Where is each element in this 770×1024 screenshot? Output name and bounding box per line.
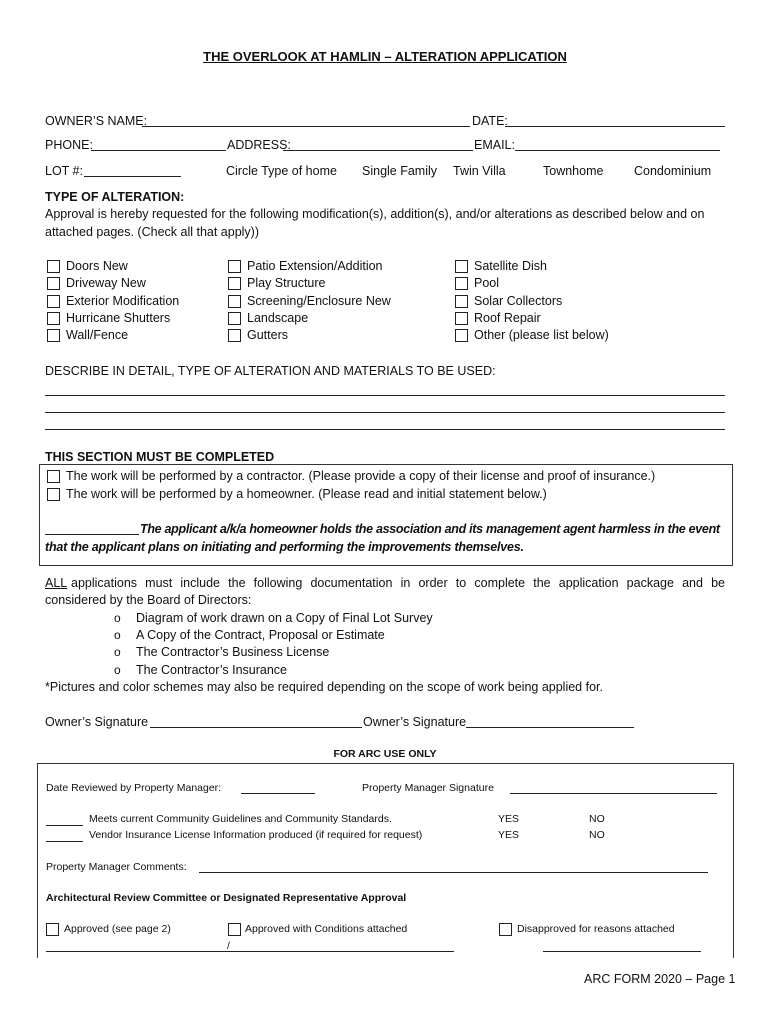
owner-signature-label-1: Owner’s Signature: [45, 715, 149, 729]
label-approved-conditions: Approved with Conditions attached: [245, 923, 408, 935]
docs-line1: applications must include the following documentation in order to complete the application package and be: [71, 576, 725, 590]
checkbox-solar-collectors[interactable]: [455, 295, 468, 308]
label-play-structure: Play Structure: [247, 276, 326, 290]
checkbox-patio-extension[interactable]: [228, 260, 241, 273]
owner-name-field[interactable]: [142, 126, 470, 127]
alteration-heading: TYPE OF ALTERATION:: [45, 190, 185, 204]
label-driveway-new: Driveway New: [66, 276, 146, 290]
date-reviewed-field[interactable]: [241, 793, 315, 794]
checkbox-pool[interactable]: [455, 277, 468, 290]
checkbox-contractor[interactable]: [47, 470, 60, 483]
vendor-check-field[interactable]: [46, 841, 83, 842]
checkbox-play-structure[interactable]: [228, 277, 241, 290]
meets-label: Meets current Community Guidelines and Community Standards.: [89, 813, 392, 825]
label-wall-fence: Wall/Fence: [66, 328, 129, 342]
label-pool: Pool: [474, 276, 500, 290]
checkbox-other[interactable]: [455, 329, 468, 342]
label-contractor: The work will be performed by a contractor. (Please provide a copy of their license and proof of insurance.): [66, 469, 656, 483]
label-roof-repair: Roof Repair: [474, 311, 541, 325]
initial-field[interactable]: [45, 534, 139, 535]
pm-signature-label: Property Manager Signature: [362, 782, 494, 794]
bullet-marker: o: [114, 663, 121, 677]
pm-comments-label: Property Manager Comments:: [46, 861, 187, 873]
label-patio-extension: Patio Extension/Addition: [247, 259, 383, 273]
describe-line-3[interactable]: [45, 429, 725, 430]
owner-signature-field-1[interactable]: [150, 727, 362, 728]
checkbox-gutters[interactable]: [228, 329, 241, 342]
label-doors-new: Doors New: [66, 259, 128, 273]
label-homeowner: The work will be performed by a homeowner. (Please read and initial statement below.): [66, 487, 547, 501]
checkbox-landscape[interactable]: [228, 312, 241, 325]
home-type-townhome[interactable]: Townhome: [543, 164, 604, 178]
checkbox-approved[interactable]: [46, 923, 59, 936]
owner-name-label: OWNER’S NAME:: [45, 114, 148, 128]
label-screening-enclosure: Screening/Enclosure New: [247, 294, 391, 308]
meets-no[interactable]: NO: [589, 813, 605, 825]
vendor-label: Vendor Insurance License Information produced (if required for request): [89, 829, 423, 841]
vendor-no[interactable]: NO: [589, 829, 605, 841]
checkbox-satellite-dish[interactable]: [455, 260, 468, 273]
checkbox-exterior-modification[interactable]: [47, 295, 60, 308]
alteration-intro-line1: Approval is hereby requested for the following modification(s), addition(s), and/or alterations as described below and on: [45, 207, 705, 221]
checkbox-hurricane-shutters[interactable]: [47, 312, 60, 325]
pm-signature-field[interactable]: [510, 793, 717, 794]
email-field[interactable]: [515, 150, 720, 151]
page-title: THE OVERLOOK AT HAMLIN – ALTERATION APPLICATION: [203, 49, 567, 64]
approval-signature-field[interactable]: [46, 951, 454, 952]
checkbox-wall-fence[interactable]: [47, 329, 60, 342]
checkbox-homeowner[interactable]: [47, 488, 60, 501]
docs-item-2: A Copy of the Contract, Proposal or Estimate: [136, 628, 385, 642]
label-hurricane-shutters: Hurricane Shutters: [66, 311, 171, 325]
home-type-twin-villa[interactable]: Twin Villa: [453, 164, 506, 178]
bullet-marker: o: [114, 645, 121, 659]
checkbox-disapproved[interactable]: [499, 923, 512, 936]
docs-item-1: Diagram of work drawn on a Copy of Final Lot Survey: [136, 611, 433, 625]
email-label: EMAIL:: [474, 138, 515, 152]
pm-comments-field[interactable]: [199, 872, 708, 873]
describe-label: DESCRIBE IN DETAIL, TYPE OF ALTERATION AND MATERIALS TO BE USED:: [45, 364, 496, 378]
meets-check-field[interactable]: [46, 825, 83, 826]
home-type-single-family[interactable]: Single Family: [362, 164, 438, 178]
label-disapproved: Disapproved for reasons attached: [517, 923, 675, 935]
docs-item-3: The Contractor’s Business License: [136, 645, 330, 659]
checkbox-roof-repair[interactable]: [455, 312, 468, 325]
docs-note: *Pictures and color schemes may also be required depending on the scope of work being applied for.: [45, 680, 603, 694]
phone-label: PHONE:: [45, 138, 93, 152]
arc-heading: FOR ARC USE ONLY: [333, 748, 437, 760]
address-field[interactable]: [283, 150, 473, 151]
statement-line1: The applicant a/k/a homeowner holds the association and its management agent harmless in the event: [140, 522, 720, 536]
checkbox-screening-enclosure[interactable]: [228, 295, 241, 308]
committee-heading: Architectural Review Committee or Designated Representative Approval: [46, 892, 407, 904]
section-heading: THIS SECTION MUST BE COMPLETED: [45, 450, 275, 464]
home-type-label: Circle Type of home: [226, 164, 337, 178]
disapproval-signature-field[interactable]: [543, 951, 701, 952]
label-satellite-dish: Satellite Dish: [474, 259, 547, 273]
label-solar-collectors: Solar Collectors: [474, 294, 563, 308]
page-footer: ARC FORM 2020 – Page 1: [584, 972, 736, 986]
date-reviewed-label: Date Reviewed by Property Manager:: [46, 782, 222, 794]
lot-field[interactable]: [84, 176, 181, 177]
label-approved: Approved (see page 2): [64, 923, 171, 935]
docs-all: ALL: [45, 576, 68, 590]
vendor-yes[interactable]: YES: [498, 829, 520, 841]
owner-signature-field-2[interactable]: [466, 727, 634, 728]
date-field[interactable]: [505, 126, 725, 127]
statement-line2: that the applicant plans on initiating and performing the improvements themselves.: [45, 540, 524, 554]
home-type-condominium[interactable]: Condominium: [634, 164, 712, 178]
owner-signature-label-2: Owner’s Signature: [363, 715, 467, 729]
checkbox-driveway-new[interactable]: [47, 277, 60, 290]
date-label: DATE:: [472, 114, 508, 128]
bullet-marker: o: [114, 611, 121, 625]
checkbox-doors-new[interactable]: [47, 260, 60, 273]
label-landscape: Landscape: [247, 311, 309, 325]
bullet-marker: o: [114, 628, 121, 642]
docs-line2: considered by the Board of Directors:: [45, 593, 252, 607]
label-other: Other (please list below): [474, 328, 609, 342]
phone-field[interactable]: [91, 150, 226, 151]
describe-line-1[interactable]: [45, 395, 725, 396]
docs-item-4: The Contractor’s Insurance: [136, 663, 288, 677]
address-label: ADDRESS:: [227, 138, 291, 152]
meets-yes[interactable]: YES: [498, 813, 520, 825]
alteration-intro-line2: attached pages. (Check all that apply)): [45, 225, 260, 239]
lot-label: LOT #:: [45, 164, 83, 178]
label-gutters: Gutters: [247, 328, 288, 342]
approval-slash: /: [227, 940, 230, 952]
label-exterior-modification: Exterior Modification: [66, 294, 180, 308]
describe-line-2[interactable]: [45, 412, 725, 413]
checkbox-approved-conditions[interactable]: [228, 923, 241, 936]
